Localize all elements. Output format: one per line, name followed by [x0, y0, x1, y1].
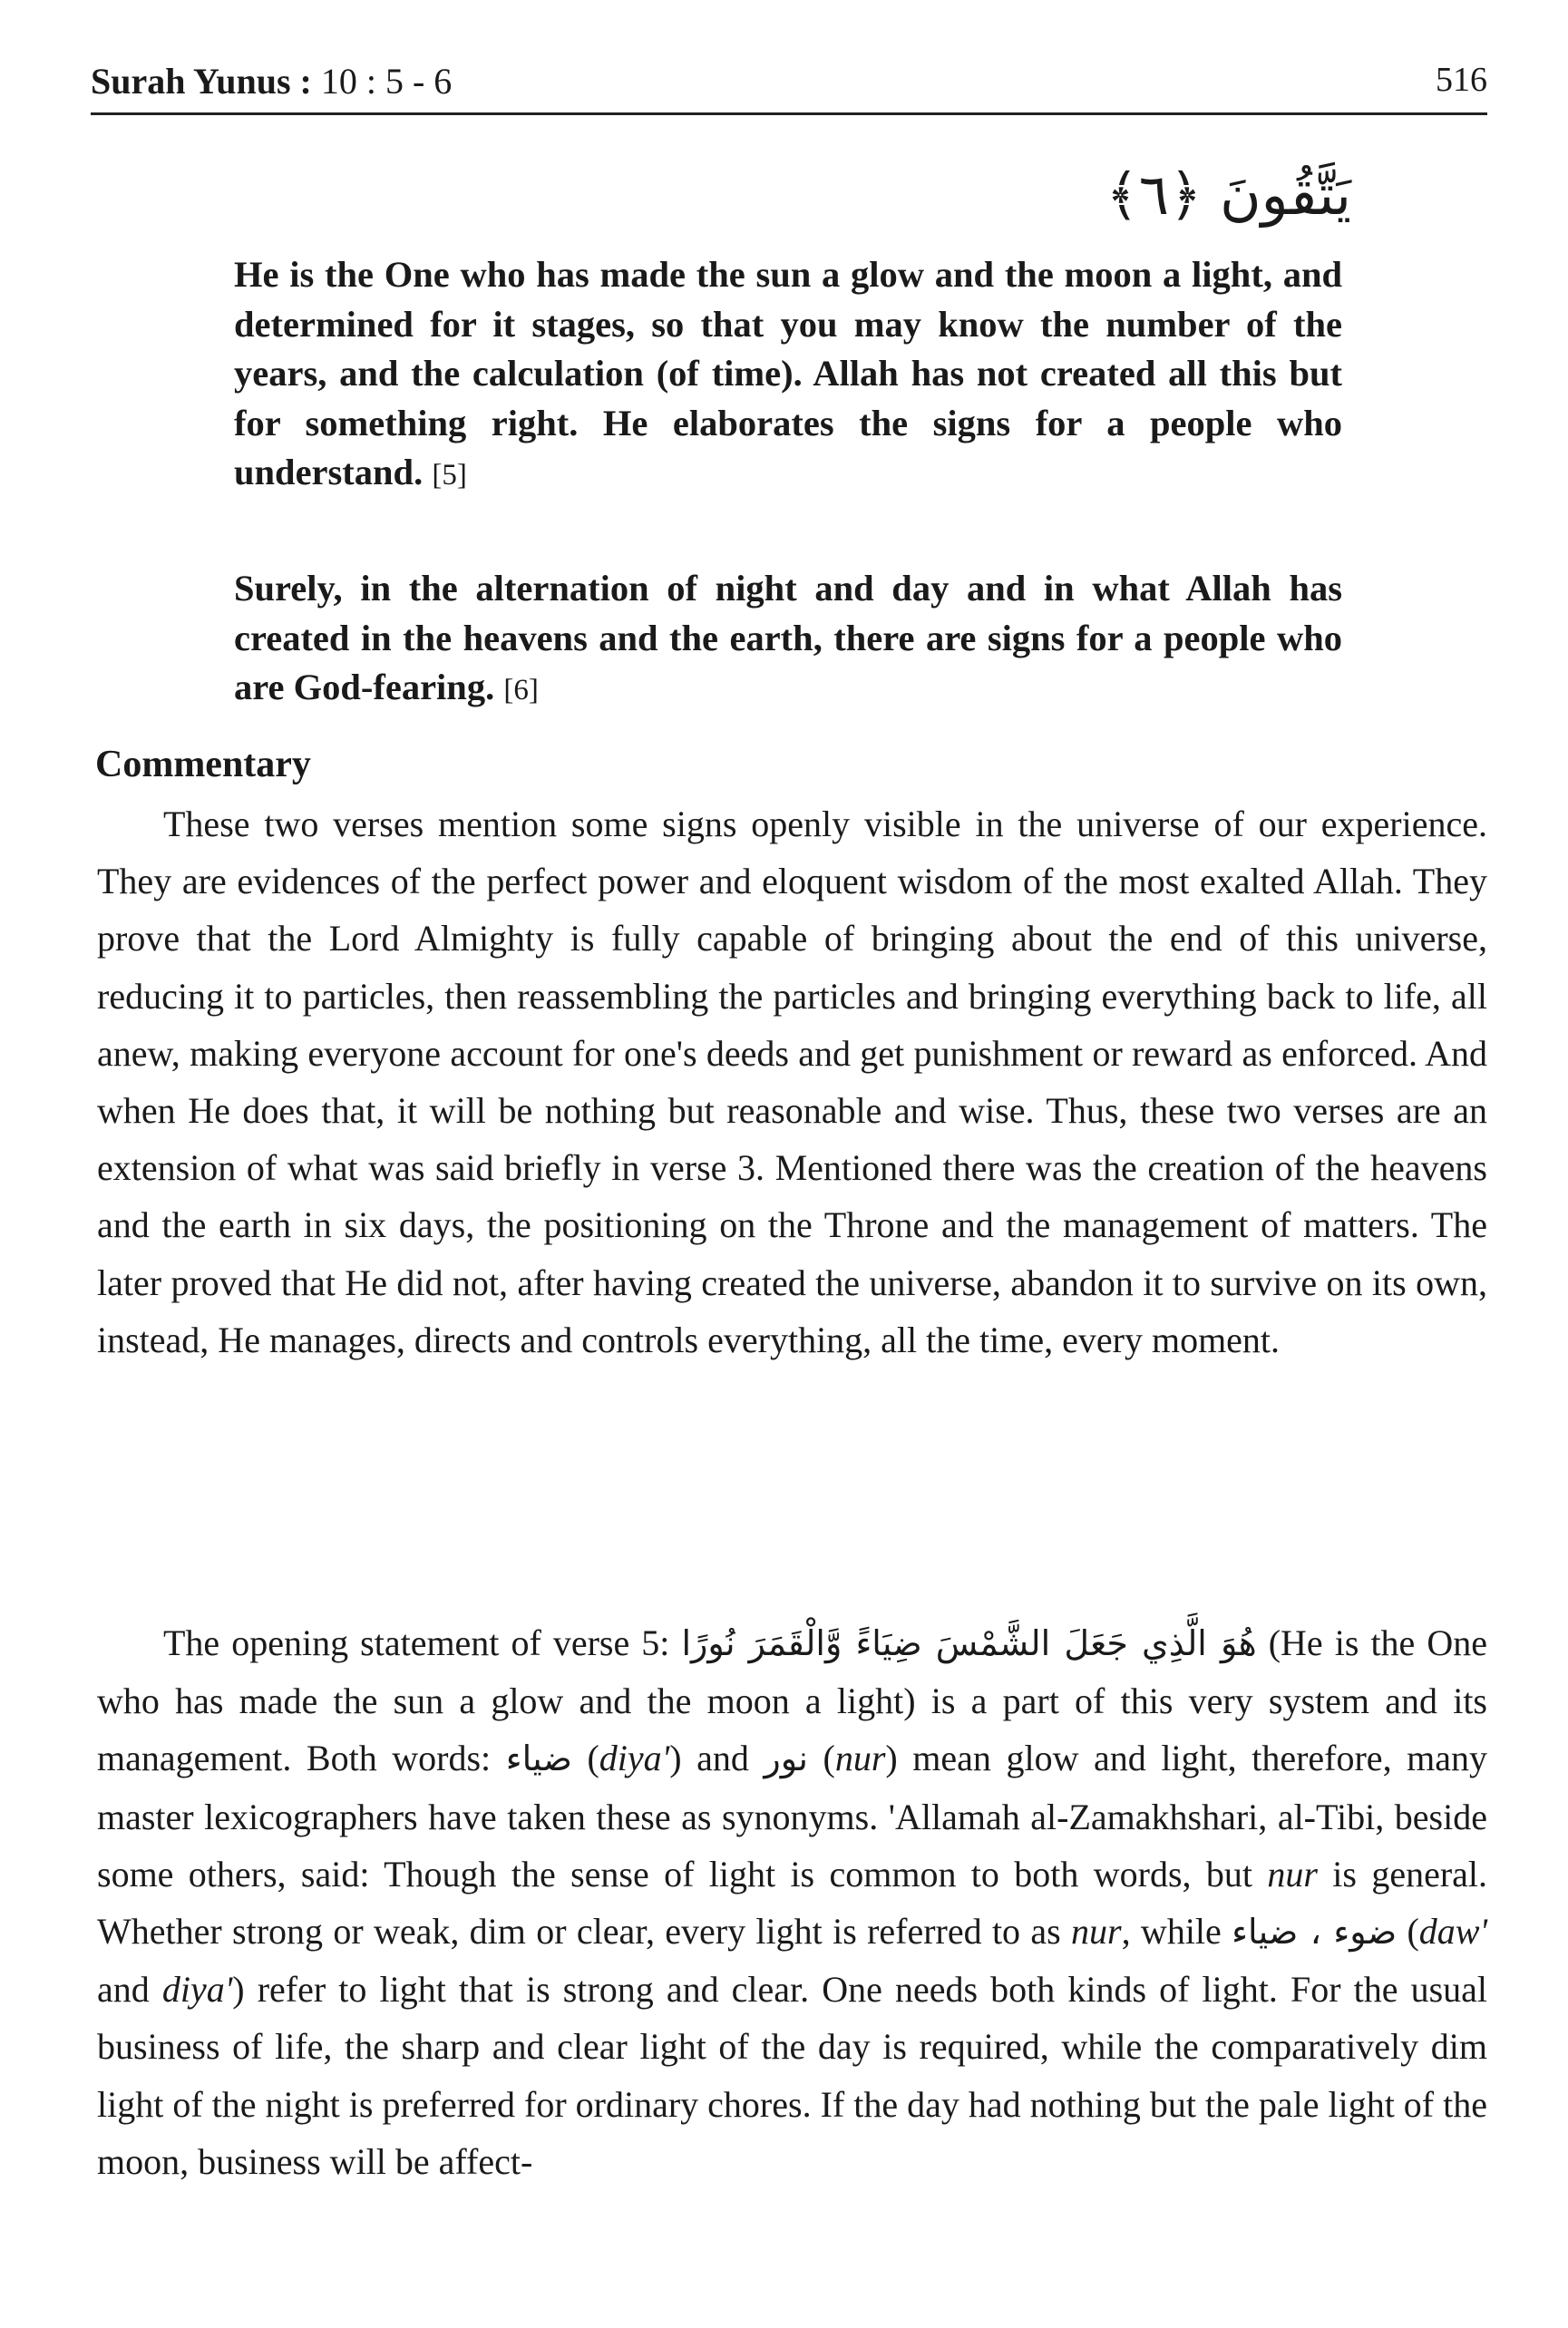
paragraph-2-part-2: (He is the One who has made the sun a glow and the moon a light) is a part of this very system and its management. Both words:	[97, 1622, 1487, 1779]
verse-reference: 10 : 5 - 6	[320, 61, 453, 102]
arabic-nur: نور	[764, 1739, 808, 1779]
verse-5-number: [5]	[432, 459, 467, 492]
and-word-1: and	[696, 1738, 749, 1779]
page-number: 516	[1436, 61, 1487, 99]
paragraph-2-part-1: The opening statement of verse 5:	[163, 1622, 670, 1663]
arabic-diya: ضياء	[505, 1739, 572, 1779]
verse-5-text: He is the One who has made the sun a glow and the moon a light, and determined for it stages, so that you may know the number of the years, and the calculation (of time). Allah has not created all this but for something right. He elaborates the signs for a people who understand.	[234, 254, 1342, 492]
translit-daw: daw'	[1418, 1911, 1488, 1953]
arabic-daw-diya: ضوء ، ضياء	[1232, 1912, 1398, 1953]
paragraph-2-part-3: mean glow and light, therefore, many master lexicographers have taken these as synonyms. 'Allamah al-Zamakhshari, al-Tibi, beside some others, said: Though the sense of light is common to both words, but	[97, 1738, 1487, 1895]
paragraph-2-part-6: refer to light that is strong and clear. One needs both kinds of light. For the usual business of life, the sharp and clear light of the day is required, while the comparatively dim light of the night is preferred for ordinary chores. If the day had nothing but the pale light of the moon, business will be affect-	[97, 1969, 1488, 2182]
and-word-2: and	[97, 1969, 150, 2011]
verse-6-number: [6]	[503, 674, 539, 706]
surah-title: Surah Yunus :	[91, 61, 312, 102]
translit-diya-2: diya'	[161, 1969, 233, 2011]
paragraph-2-part-5: , while	[1121, 1911, 1222, 1953]
running-head	[91, 60, 452, 102]
verse-6-translation	[234, 564, 1342, 716]
nur-term-2: nur	[1267, 1853, 1318, 1895]
commentary-paragraph-2: The opening statement of verse 5: هُوَ الَّذِي جَعَلَ الشَّمْسَ ضِيَاءً وَّالْقَمَرَ نُورًا (He is the One who has made the sun a glow and the moon a light) is a part of this very system and its management. Both words: ضياء (diya') and نور (nur) mean glow and light, therefore, many master lexicographers have taken these as synonyms. 'Allamah al-Zamakhshari, al-Tibi, beside some others, said: Though the sense of light is common to both words, but nur is general. Whether strong or weak, dim or clear, every light is referred to as nur, while ضوء ، ضياء (daw' and diya') refer to light that is strong and clear. One needs both kinds of light. For the usual business of life, the sharp and clear light of the day is required, while the comparatively dim light of the night is preferred for ordinary chores. If the day had nothing but the pale light of the moon, business will be affect-	[97, 1622, 1488, 2182]
nur-term-3: nur	[1071, 1911, 1122, 1953]
translit-diya: diya'	[599, 1738, 670, 1779]
translit-nur: nur	[834, 1738, 886, 1779]
header-rule	[91, 112, 1487, 115]
verse-5-translation	[234, 250, 1342, 501]
arabic-quote: هُوَ الَّذِي جَعَلَ الشَّمْسَ ضِيَاءً وَّالْقَمَرَ نُورًا	[681, 1623, 1257, 1663]
commentary-heading: Commentary	[95, 744, 311, 785]
verse-6-text: Surely, in the alternation of night and day and in what Allah has created in the heavens and the earth, there are signs for a people who are God-fearing.	[234, 568, 1342, 707]
commentary-paragraph-1: These two verses mention some signs openly visible in the universe of our experience. They are evidences of the perfect power and eloquent wisdom of the most exalted Allah. They prove that the Lord Almighty is fully capable of bringing about the end of this universe, reducing it to particles, then reassembling the particles and bringing everything back to life, all anew, making everyone account for one's deeds and get punishment or reward as enforced. And when He does that, it will be nothing but reasonable and wise. Thus, these two verses are an extension of what was said briefly in verse 3. Mentioned there was the creation of the heavens and the earth in six days, the positioning on the Throne and the management of matters. The later proved that He did not, after having created the universe, abandon it to survive on its own, instead, He manages, directs and controls everything, all the time, every moment.	[97, 804, 1487, 1360]
paragraph-2-part-4: is general. Whether strong or weak, dim or clear, every light is referred to as	[97, 1853, 1488, 1953]
arabic-verse-end: يَتَّقُونَ ﴿٦﴾	[1105, 161, 1351, 228]
